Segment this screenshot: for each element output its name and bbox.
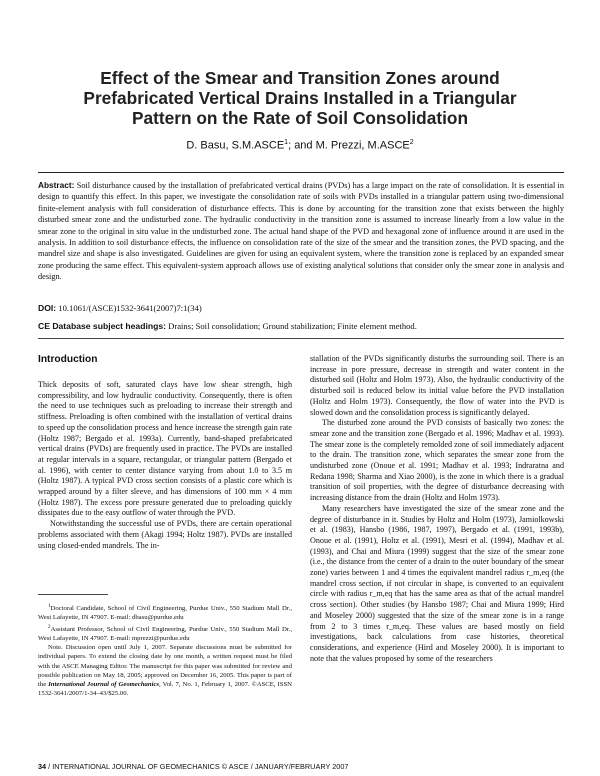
right-column: [310, 354, 564, 664]
footnote-mark: 2: [48, 624, 51, 630]
paragraph: Notwithstanding the successful use of PVDs, there are certain operational problems associated with them (Akagi 1994; Holtz 1987). PVDs are installed using closed-ended mandrels. The in-: [38, 519, 292, 550]
title-line: Pattern on the Rate of Soil Consolidation: [131, 108, 469, 128]
paper-title: [40, 68, 560, 128]
paragraph: Many researchers have investigated the size of the smear zone and the degree of disturbance in it. Studies by Holtz and Holm (1973), Jamiolkowski et al. (1983), Hansbo (1986, 1987, 1997), Bergado et al. (1991, 1993b), Onoue et al. (1991), Holtz et al. (1991), Mesri et al. (1994), Madhav et al. (1993), and Chai and Miura (1999) suggest that the size of the smear zone (i.e., the distance from the center of a drain to the outer boundary of the smear zone) varies between 1 and 4 times the equivalent mandrel radius r_m,eq (the mandrel cross section, if not circular in shape, is converted to an equivalent circle with radius r_m,eq that has the same area as that of the actual mandrel cross section). Other studies (by Hansbo 1987; Chai and Miura 1999; Hird and Moseley 2000) suggested that the size of the smear zone is in a range from 2 to 3 times r_m,eq. These values are based mostly on field investigations, back calculations from case histories, theoretical considerations, and experience (Hird and Moseley 2000). It is important to note that the values proposed by some of the researchers: [310, 503, 564, 663]
subject-headings-label: CE Database subject headings:: [38, 321, 166, 331]
subject-headings: [38, 321, 417, 331]
discussion-note: [38, 643, 292, 698]
abstract: [38, 180, 564, 283]
title-line: Effect of the Smear and Transition Zones around: [100, 68, 500, 88]
paragraph: The disturbed zone around the PVD consists of basically two zones: the smear zone and the transition zone (Bergado et al. 1996; Madhav et al. 1993). The smear zone is the completely remolded zone of soil immediately adjacent to the drain. The transition zone, which separates the smear zone from the undisturbed zone (Onoue et al. 1991; Madhav et al. 1993; Indraratna and Redana 1998; Sharma and Xiao 2000), is the zone in which there is a gradual transition of soil properties, with the degree of disturbance decreasing with increasing distance from the drain (Holtz and Holm 1973).: [310, 418, 564, 503]
footer-text: / INTERNATIONAL JOURNAL OF GEOMECHANICS © ASCE / JANUARY/FEBRUARY 2007: [46, 762, 349, 771]
discussion-note-text-end: , Vol. 7, No. 1, February 1, 2007. ©ASCE, ISSN 1532-3641/2007/1-34–43/$25.00.: [38, 681, 292, 698]
paragraph: stallation of the PVDs significantly disturbs the surrounding soil. There is an increase in pore pressure, decrease in strength and water content in the disturbed soil (Holtz and Holm 1973). Also, the hydraulic conductivity of the disturbed soil is reduced below its initial value before the PVD installation (Holtz and Holm 1973). Consequently, the flow of water into the PVD is slowed down and the consolidation process is significantly delayed.: [310, 354, 564, 417]
page-number: 34: [38, 762, 47, 771]
doi: [38, 303, 202, 313]
footnote-text: Doctoral Candidate, School of Civil Engineering, Purdue Univ., 550 Stadium Mall Dr., West Lafayette, IN 47907. E-mail: dbasu@purdue.edu: [38, 605, 292, 622]
section-rule: [38, 338, 564, 339]
author-1: D. Basu, S.M.ASCE: [186, 139, 285, 152]
doi-label: DOI:: [38, 303, 57, 313]
abstract-label: Abstract:: [38, 180, 75, 190]
left-column: [38, 380, 292, 551]
author-separator: ; and M. Prezzi, M.ASCE: [288, 139, 410, 152]
footnote-text: Assistant Professor, School of Civil Engineering, Purdue Univ., 550 Stadium Mall Dr., West Lafayette, IN 47907. E-mail: mprezzi@purdue.edu: [38, 625, 292, 643]
top-rule: [38, 172, 564, 173]
footnotes: [38, 602, 292, 699]
footnote: [38, 623, 292, 644]
journal-name: International Journal of Geomechanics: [48, 681, 160, 689]
title-line: Prefabricated Vertical Drains Installed in a Triangular: [83, 88, 517, 108]
subject-headings-value: Drains; Soil consolidation; Ground stabilization; Finite element method.: [168, 321, 417, 331]
paragraph: Thick deposits of soft, saturated clays have low shear strength, high compressibility, and low hydraulic conductivity. Consequently, there is often the need to use techniques such as preloading to increase their strength and stiffness. Preloading is often combined with the installation of vertical drains to speed up the consolidation process and hence increase the strength gain rate (Holtz 1987; Bergado et al. 1993a). Currently, band-shaped prefabricated vertical drains (PVDs) are frequently used in practice. The PVDs are installed at regular intervals in a square, rectangular, or triangular pattern (Bergado et al. 1996), with center to center distance varying from about 1.0 to 3.5 m (Holtz 1987). A typical PVD cross section consists of a plastic core which is wrapped around by a filter sleeve, and has dimensions of 100 mm × 4 mm (Holtz 1987). The excess pore pressure generated due to preloading quickly dissipates due to the easy outflow of water through the PVD.: [38, 380, 292, 518]
section-heading: Introduction: [38, 354, 98, 365]
doi-value: 10.1061/(ASCE)1532-3641(2007)7:1(34): [58, 303, 202, 313]
footnote: [38, 602, 292, 623]
discussion-note-text: Note. Discussion open until July 1, 2007. Separate discussions must be submitted for individual papers. To extend the closing date by one month, a written request must be filed with the ASCE Managing Editor. The manuscript for this paper was submitted for review and possible publication on May 18, 2005; approved on December 16, 2005. This paper is part of the: [38, 644, 292, 689]
authors: [40, 139, 560, 152]
footnote-mark: 1: [48, 604, 51, 609]
footnote-rule: [38, 594, 108, 595]
author-1-affil: 1: [284, 139, 289, 146]
page-footer: [38, 762, 348, 771]
author-2-affil: 2: [409, 139, 414, 146]
abstract-text: Soil disturbance caused by the installation of prefabricated vertical drains (PVDs) has a large impact on the rate of consolidation. It is essential in design to quantify this effect. In this paper, we investigate the consolidation rate of soils with PVDs installed in a triangular pattern using two-dimensional finite-element analysis with full consideration of disturbance effects. This is done by accounting for the transition zone that exists between the highly disturbed smear zone and the undisturbed zone. The hydraulic conductivity in the transition zone is assumed to increase linearly from a low value in the smear zone to the original in situ value in the undisturbed zone. The actual hand shape of the PVD and hexagonal zone of influence around it are used in the analysis. In addition to soil disturbance effects, the influence on consolidation rate of the size of the smear and the transition zones, the PVD spacing, and the mandrel size and shape is also investigated. Guidelines are given for using an equivalent system, where the transition zone is replaced by an expanded smear zone producing the same effect. This equivalent-system approach allows use of existing analytical solutions that consider only the smear zone in analysis and design.: [38, 181, 564, 282]
